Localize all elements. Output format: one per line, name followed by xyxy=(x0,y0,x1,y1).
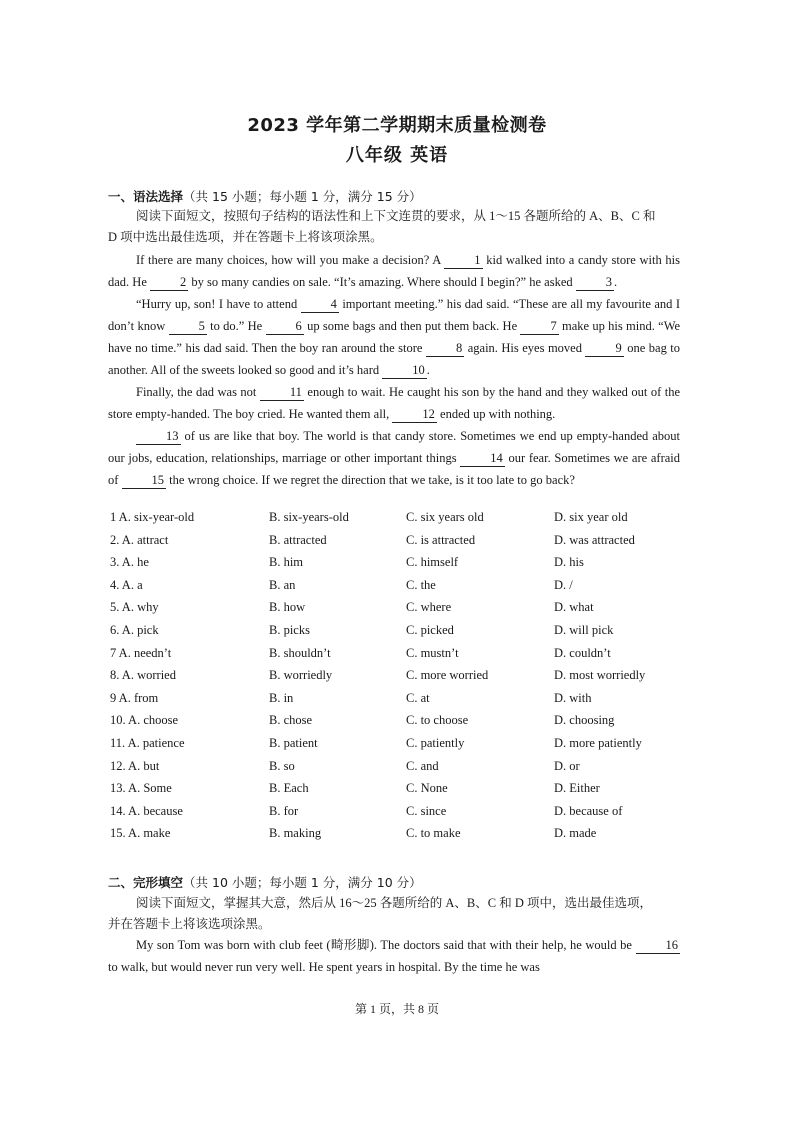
option-choice: B. him xyxy=(269,555,304,570)
option-choice: B. patient xyxy=(269,735,318,750)
option-row xyxy=(108,826,708,849)
section2-passage xyxy=(108,934,680,978)
option-choice: D. his xyxy=(554,555,584,570)
option-row xyxy=(108,713,708,736)
option-choice: B. Each xyxy=(269,781,309,796)
blank-13: 13 xyxy=(136,429,181,445)
blank-16: 16 xyxy=(636,938,681,954)
option-choice: D. Either xyxy=(554,781,600,796)
option-row xyxy=(108,555,708,578)
option-choice: 1 A. six-year-old xyxy=(110,510,195,524)
blank-7: 7 xyxy=(520,319,558,335)
section1-instruction-line1: 阅读下面短文，按照句子结构的语法性和上下文连贯的要求，从 1～15 各题所给的 A、B、C 和 xyxy=(136,209,656,223)
passage-text: our fear. Sometimes we are afraid of xyxy=(108,451,681,487)
option-row xyxy=(108,623,708,646)
blank-1: 1 xyxy=(444,253,482,269)
option-choice: 11. A. patience xyxy=(110,735,185,750)
option-row xyxy=(108,736,708,759)
blank-15: 15 xyxy=(122,473,167,489)
passage-text: up some bags and then put them back. He xyxy=(307,319,518,333)
option-choice: B. so xyxy=(269,758,295,773)
passage-paragraph xyxy=(108,381,680,425)
passage-text: by so many candies on sale. “It’s amazing. Where should I begin?” he asked xyxy=(191,275,573,289)
answer-options xyxy=(108,510,708,849)
blank-8: 8 xyxy=(426,341,464,357)
option-choice: D. because of xyxy=(554,803,623,818)
section2-heading-label: 二、完形填空 xyxy=(108,875,184,890)
passage-text: one bag to another. All of the sweets looked so good and it’s hard xyxy=(108,341,681,377)
blank-10: 10 xyxy=(382,363,427,379)
section1-heading-detail: （共 15 小题；每小题 1 分，满分 15 分） xyxy=(183,189,422,204)
option-choice: C. to make xyxy=(406,826,461,841)
option-choice: B. for xyxy=(269,803,299,818)
section1-heading-label: 一、语法选择 xyxy=(108,189,184,204)
option-choice: C. None xyxy=(406,781,448,796)
option-choice: 12. A. but xyxy=(110,758,160,773)
option-choice: 14. A. because xyxy=(110,803,183,818)
option-choice: 13. A. Some xyxy=(110,781,172,796)
option-choice: B. making xyxy=(269,826,322,841)
passage-text: important meeting.” his dad said. “These are all my favourite and I don’t know xyxy=(108,297,681,333)
option-row xyxy=(108,510,708,533)
option-choice: B. an xyxy=(269,577,296,592)
passage-text: . xyxy=(426,363,430,377)
option-choice: D. most worriedly xyxy=(554,668,646,683)
option-row xyxy=(108,668,708,691)
option-choice: C. is attracted xyxy=(406,532,476,547)
option-choice: B. in xyxy=(269,690,294,705)
section1-instruction xyxy=(108,206,680,248)
passage-text: to do.” He xyxy=(210,319,263,333)
option-choice: 10. A. choose xyxy=(110,713,179,728)
option-choice: C. since xyxy=(406,803,447,818)
option-choice: D. made xyxy=(554,826,597,841)
option-choice: C. where xyxy=(406,600,452,615)
section2-instruction-line1: 阅读下面短文，掌握其大意，然后从 16～25 各题所给的 A、B、C 和 D 项中，选出最佳选项， xyxy=(136,896,652,910)
page-number: 第 1 页，共 8 页 xyxy=(354,1002,439,1016)
option-choice: C. to choose xyxy=(406,713,469,728)
passage-text: the wrong choice. If we regret the direction that we take, is it too late to go back? xyxy=(169,473,575,487)
blank-3: 3 xyxy=(576,275,614,291)
blank-14: 14 xyxy=(460,451,505,467)
option-choice: C. more worried xyxy=(406,668,489,683)
option-choice: 4. A. a xyxy=(110,577,143,592)
section2-instruction xyxy=(108,893,680,935)
option-choice: C. at xyxy=(406,690,430,705)
section2-instruction-line2: 并在答题卡上将该选项涂黑。 xyxy=(108,917,271,931)
passage-text: kid walked into a candy store with his dad. He xyxy=(108,253,681,289)
option-choice: D. / xyxy=(554,577,573,592)
passage-text: If there are many choices, how will you make a decision? A xyxy=(136,253,441,267)
option-choice: D. or xyxy=(554,758,580,773)
option-choice: B. attracted xyxy=(269,532,327,547)
passage-text: of us are like that boy. The world is that candy store. Sometimes we end up empty-handed about our jobs, education, relationships, marriage or other important things xyxy=(108,429,681,465)
option-choice: D. will pick xyxy=(554,622,614,637)
option-choice: C. picked xyxy=(406,622,454,637)
exam-subtitle: 八年级 英语 xyxy=(345,145,449,166)
option-choice: B. picks xyxy=(269,622,310,637)
option-choice: 15. A. make xyxy=(110,826,171,841)
option-choice: D. more patiently xyxy=(554,735,642,750)
option-choice: B. shouldn’t xyxy=(269,645,331,660)
option-choice: D. six year old xyxy=(554,510,628,524)
passage-text: ended up with nothing. xyxy=(440,407,556,421)
passage-paragraph xyxy=(108,293,680,381)
passage-text: “Hurry up, son! I have to attend xyxy=(136,297,298,311)
blank-9: 9 xyxy=(585,341,623,357)
passage-text: My son Tom was born with club feet (畸形脚). The doctors said that with their help, he would be xyxy=(136,938,632,952)
option-choice: 7 A. needn’t xyxy=(110,645,172,660)
passage-text: make up his mind. “We have no time.” his dad said. Then the boy ran around the store xyxy=(108,319,681,355)
option-choice: B. how xyxy=(269,600,306,615)
passage-text: enough to wait. He caught his son by the hand and they walked out of the store empty-handed. The boy cried. He wanted them all, xyxy=(108,385,681,421)
option-choice: C. six years old xyxy=(406,510,484,524)
option-row xyxy=(108,600,708,623)
option-row xyxy=(108,646,708,669)
section2-heading-detail: （共 10 小题；每小题 1 分，满分 10 分） xyxy=(183,875,422,890)
option-row xyxy=(108,781,708,804)
option-choice: 3. A. he xyxy=(110,555,149,570)
option-choice: C. himself xyxy=(406,555,459,570)
option-choice: C. patiently xyxy=(406,735,465,750)
section1-instruction-line2: D 项中选出最佳选项，并在答题卡上将该项涂黑。 xyxy=(108,230,383,244)
blank-5: 5 xyxy=(169,319,207,335)
option-choice: 8. A. worried xyxy=(110,668,176,683)
blank-12: 12 xyxy=(392,407,437,423)
exam-title: 2023 学年第二学期期末质量检测卷 xyxy=(247,115,547,136)
section1-heading xyxy=(108,187,422,205)
option-choice: D. choosing xyxy=(554,713,615,728)
passage-text: again. His eyes moved xyxy=(467,341,582,355)
option-choice: D. was attracted xyxy=(554,532,635,547)
option-row xyxy=(108,578,708,601)
blank-2: 2 xyxy=(150,275,188,291)
option-choice: 5. A. why xyxy=(110,600,159,615)
option-choice: B. six-years-old xyxy=(269,510,349,524)
option-row xyxy=(108,804,708,827)
option-choice: B. worriedly xyxy=(269,668,333,683)
option-choice: 6. A. pick xyxy=(110,622,159,637)
option-choice: D. what xyxy=(554,600,594,615)
option-choice: D. couldn’t xyxy=(554,645,611,660)
option-choice: 2. A. attract xyxy=(110,532,169,547)
blank-6: 6 xyxy=(266,319,304,335)
option-choice: C. and xyxy=(406,758,439,773)
option-choice: C. mustn’t xyxy=(406,645,459,660)
option-choice: D. with xyxy=(554,690,592,705)
passage-paragraph xyxy=(108,249,680,293)
blank-11: 11 xyxy=(260,385,304,401)
section1-passage xyxy=(108,249,680,491)
option-row xyxy=(108,759,708,782)
option-choice: C. the xyxy=(406,577,436,592)
section2-heading xyxy=(108,873,422,891)
option-row xyxy=(108,533,708,556)
passage-paragraph xyxy=(108,425,680,491)
passage-text: . xyxy=(614,275,618,289)
passage-text: to walk, but would never run very well. He spent years in hospital. By the time he was xyxy=(108,960,540,974)
passage-paragraph xyxy=(108,934,680,978)
option-choice: 9 A. from xyxy=(110,690,159,705)
option-choice: B. chose xyxy=(269,713,313,728)
blank-4: 4 xyxy=(301,297,339,313)
passage-text: Finally, the dad was not xyxy=(136,385,257,399)
option-row xyxy=(108,691,708,714)
